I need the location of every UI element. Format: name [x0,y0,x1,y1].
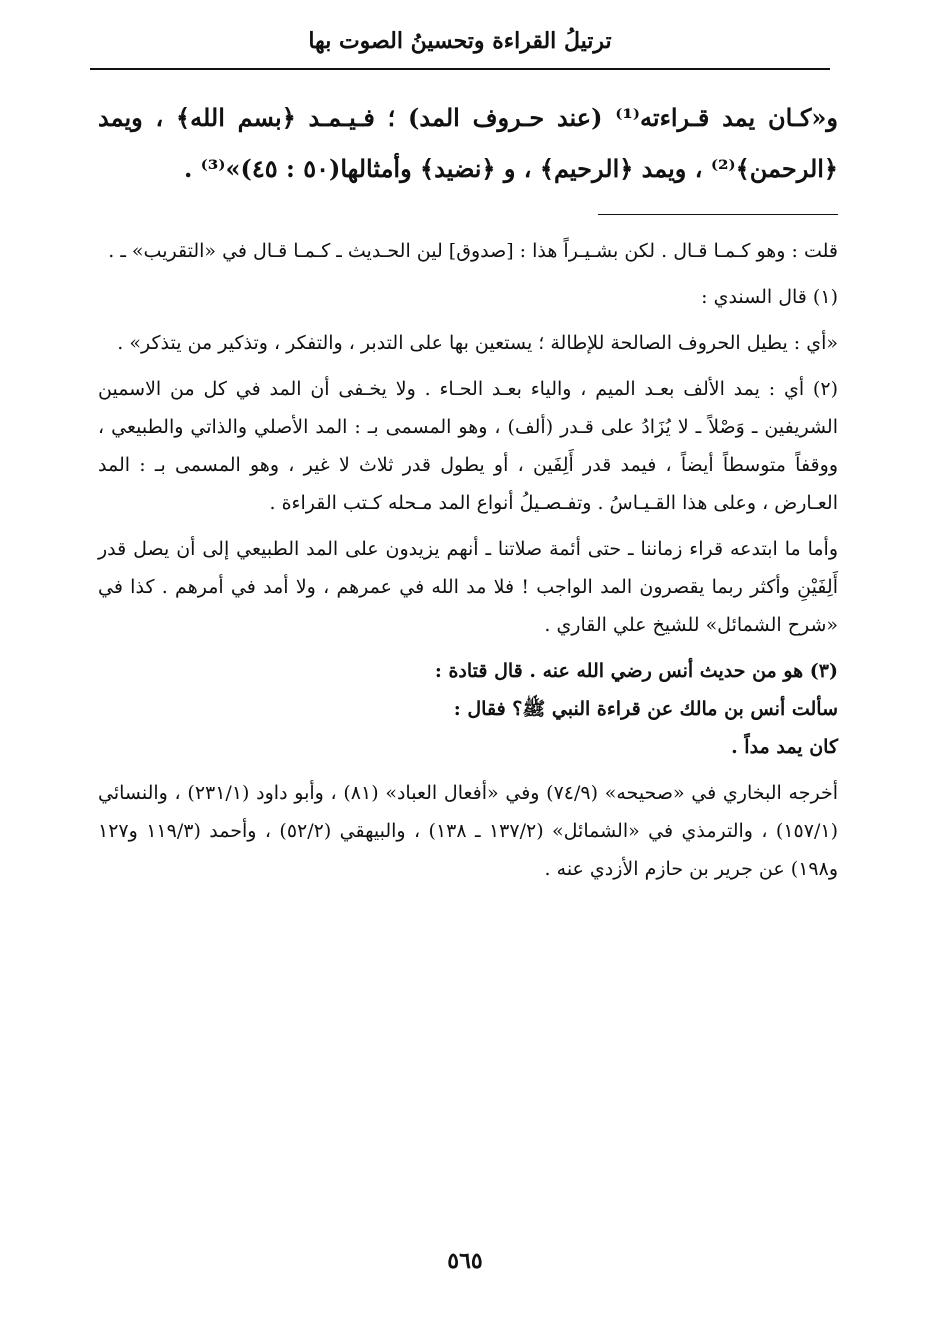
footnote-3-answer: كان يمد مداً . [731,736,838,758]
footnotes-section [98,232,838,896]
header-rule [90,68,830,70]
main-text [98,92,838,194]
footnote-2-text: (٢) أي : يمد الألف بعـد الميم ، والياء بعـد الحـاء . ولا يخـفى أن المد في كل من الاسمين الشريفين ـ وَصْلاً ـ لا يُزَادُ على قـدر (ألف) ، وهو المسمى بـ : المد الأصلي والذاتي والطبيعي ، ووقفاً متوسطاً أيضاً ، فيمد قدر أَلِفَين ، أو يطول قدر ثلاث لا غير ، وهو المسمى بـ : المد العـارض ، وعلى هذا القـيـاسُ . وتفـصـيلُ أنواع المد مـحله كـتب القراءة . [98,378,838,514]
footnote-1-quote: «أي : يطيل الحروف الصالحة للإطالة ؛ يستعين بها على التدبر ، والتفكر ، وتذكير من يتذكر» . [117,332,838,354]
footnote-3-question: سألت أنس بن مالك عن قراءة النبي ﷺ؟ فقال : [453,698,838,720]
running-header-title: ترتيلُ القراءة وتحسينُ الصوت بها [308,28,612,54]
commentary-paragraph: قلت : وهو كـمـا قـال . لكن بشـيـراً هذا : [صدوق] لين الحـديث ـ كـمـا قـال في «التقريب» ـ . [108,240,838,262]
main-paragraph: و«كـان يمد قـراءته⁽¹⁾ (عند حـروف المد) ؛ فـيـمـد ﴿بسم الله﴾ ، ويمد ﴿الرحمن﴾⁽²⁾ ، ويمد ﴿الرحيم﴾ ، و ﴿نضيد﴾ وأمثالها(٥٠ : ٤٥)»⁽³⁾ . [98,103,838,183]
footnote-2-continuation: وأما ما ابتدعه قراء زماننا ـ حتى أئمة صلاتنا ـ أنهم يزيدون على المد الطبيعي إلى أن يصل قدر أَلِفَيْنِ وأكثر ربما يقصرون المد الواجب ! فلا مد الله في عمرهم ، ولا أمد في أمرهم . كذا في «شرح الشمائل» للشيخ علي القاري . [98,538,838,636]
footnote-1-heading: (١) قال السندي : [701,286,838,308]
footnote-3-heading: (٣) هو من حديث أنس رضي الله عنه . قال قتادة : [434,660,838,682]
page-number: ٥٦٥ [447,1248,483,1274]
footnote-3-sources: أخرجه البخاري في «صحيحه» (٧٤/٩) وفي «أفعال العباد» (٨١) ، وأبو داود (٢٣١/١) ، والنسائي (١٥٧/١) ، والترمذي في «الشمائل» (١٣٧/٢ ـ ١٣٨) ، والبيهقي (٥٢/٢) ، وأحمد (١١٩/٣ و١٢٧ و١٩٨) عن جرير بن حازم الأزدي عنه . [98,782,838,880]
footnote-separator [598,214,838,215]
